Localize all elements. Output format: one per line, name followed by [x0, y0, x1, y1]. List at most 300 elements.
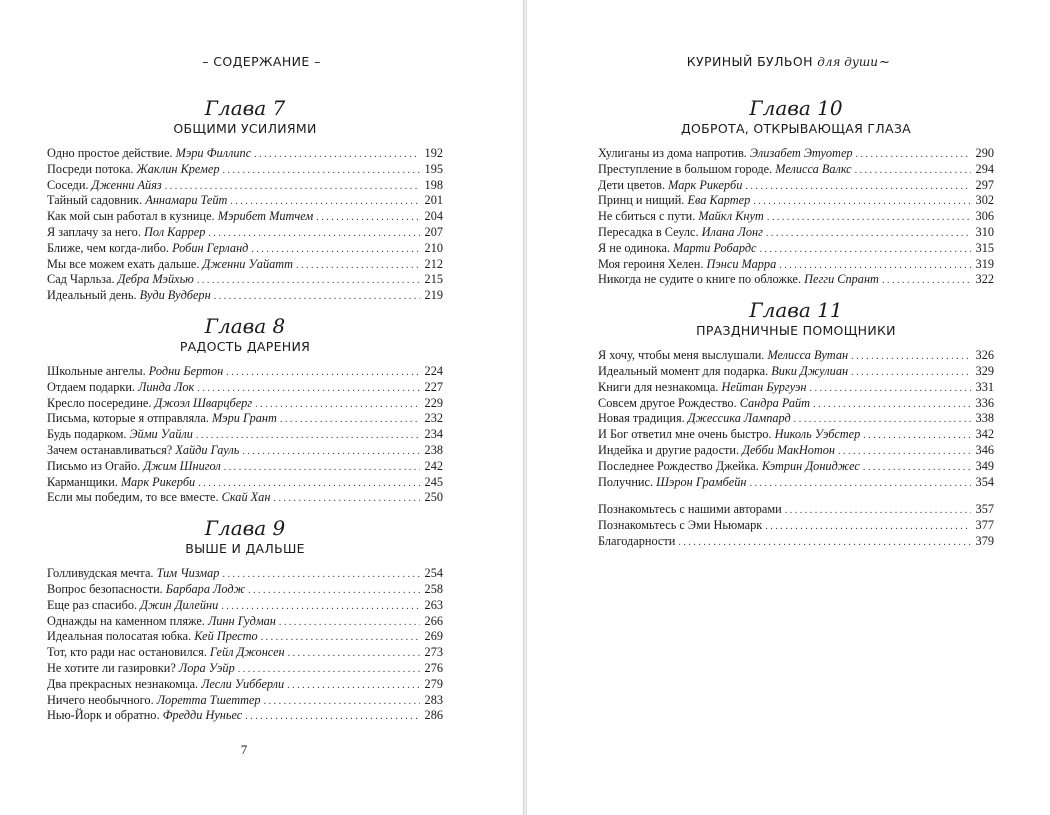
story-title: Ничего необычного. — [47, 692, 157, 707]
chapter-title: ПРАЗДНИЧНЫЕ ПОМОЩНИКИ — [696, 323, 896, 339]
page-ref: 346 — [975, 442, 994, 457]
page-ref: 258 — [424, 581, 443, 596]
story-author: Мелисса Вутан — [767, 348, 849, 363]
story-author: Пол Каррер — [143, 224, 206, 239]
page-ref: 219 — [424, 288, 443, 303]
entry-text — [598, 475, 747, 491]
page-ref: 302 — [975, 193, 994, 208]
page-ref: 232 — [424, 411, 443, 426]
toc-entry — [47, 225, 443, 241]
story-author: Майкл Кнут — [698, 209, 764, 224]
dot-leader — [221, 599, 420, 615]
dot-leader — [863, 428, 971, 444]
entry-text — [47, 459, 221, 475]
toc-entry — [47, 272, 443, 288]
story-title: Не хотите ли газировки? — [47, 660, 179, 675]
page-ref: 215 — [424, 272, 443, 287]
chapter-block — [47, 314, 443, 506]
story-title: Я хочу, чтобы меня выслушали. — [598, 348, 768, 363]
story-title: Получнис. — [598, 474, 657, 489]
entry-text — [47, 661, 235, 677]
page-ref: 283 — [424, 692, 443, 707]
dot-leader — [165, 179, 420, 195]
dot-leader — [264, 694, 420, 710]
entry-text — [598, 427, 860, 443]
story-author: Кэтрин Дониджес — [761, 458, 860, 473]
toc-entry — [598, 459, 994, 475]
toc-entry — [47, 582, 443, 598]
entry-text — [47, 225, 205, 241]
dot-leader — [226, 365, 420, 381]
dot-leader — [863, 460, 971, 476]
toc-entry — [47, 629, 443, 645]
entry-text — [47, 443, 239, 459]
dot-leader — [779, 258, 971, 274]
story-title: Школьные ангелы. — [47, 363, 149, 378]
toc-entry — [47, 288, 443, 304]
story-author: Робин Герланд — [172, 240, 249, 255]
chapter-number: Глава 8 — [204, 313, 286, 338]
story-title: Идеальная полосатая юбка. — [47, 629, 195, 644]
toc-entry — [598, 348, 994, 364]
entry-text — [47, 708, 242, 724]
toc-entry — [47, 241, 443, 257]
story-title: Идеальный день. — [47, 288, 140, 303]
story-title: Голливудская мечта. — [47, 566, 157, 581]
page-ref: 338 — [975, 411, 994, 426]
toc-entry — [598, 162, 994, 178]
dot-leader — [230, 194, 420, 210]
page-ref: 379 — [975, 533, 994, 548]
dot-leader — [223, 163, 420, 179]
story-author: Эйми Уайли — [129, 427, 193, 442]
story-title: Вопрос безопасности. — [47, 581, 166, 596]
entry-text — [598, 396, 810, 412]
right-page — [526, 0, 1050, 815]
page-number: 7 — [240, 742, 248, 757]
story-title: Еще раз спасибо. — [47, 597, 141, 612]
entry-text — [47, 490, 270, 506]
toc-entry — [47, 598, 443, 614]
story-title: Соседи. — [47, 177, 92, 192]
dot-leader — [196, 428, 420, 444]
story-author: Нейтан Бургуэн — [721, 379, 807, 394]
toc-entry — [47, 257, 443, 273]
toc-entry — [47, 614, 443, 630]
toc-entry — [598, 502, 994, 518]
page-ref: 234 — [424, 427, 443, 442]
dot-leader — [197, 381, 420, 397]
dot-leader — [750, 476, 971, 492]
story-title: Идеальный момент для подарка. — [598, 363, 772, 378]
entry-text — [47, 288, 211, 304]
story-author: Кей Престо — [194, 629, 258, 644]
dot-leader — [197, 273, 420, 289]
page-ref: 250 — [424, 490, 443, 505]
story-author: Родни Бертон — [148, 363, 224, 378]
story-author: Джим Шнигол — [143, 458, 221, 473]
story-author: Дебби МакНотон — [742, 442, 836, 457]
dot-leader — [273, 491, 420, 507]
story-author: Аннамари Тейт — [145, 193, 228, 208]
toc-entry — [47, 178, 443, 194]
page-ref: 238 — [424, 442, 443, 457]
page-ref: 224 — [424, 363, 443, 378]
story-title: Моя героиня Хелен. — [598, 256, 707, 271]
toc-entry — [598, 193, 994, 209]
story-author: Лесли Уибберли — [201, 676, 285, 691]
dot-leader — [767, 210, 971, 226]
chapter-number: Глава 11 — [749, 298, 843, 323]
toc-entry — [598, 518, 994, 534]
page-ref: 204 — [424, 209, 443, 224]
story-author: Линн Гудман — [207, 613, 276, 628]
page-ref: 326 — [975, 348, 994, 363]
chapter-title: ДОБРОТА, ОТКРЫВАЮЩАЯ ГЛАЗА — [680, 121, 912, 136]
entry-text — [598, 348, 848, 364]
entry-text — [47, 380, 194, 396]
entry-text — [47, 598, 218, 614]
page-ref: 229 — [424, 395, 443, 410]
toc-entry — [47, 661, 443, 677]
toc-entry — [598, 475, 994, 491]
story-author: Дженни Уайатт — [202, 256, 294, 271]
chapter-block — [47, 516, 443, 724]
story-author: Лоретта Тшеттер — [156, 692, 261, 707]
entry-text — [598, 178, 742, 194]
story-title: Преступление в большом городе. — [598, 161, 776, 176]
story-title: Совсем другое Рождество. — [598, 395, 740, 410]
story-author: Марти Робардс — [673, 240, 757, 255]
dot-leader — [242, 444, 420, 460]
story-title: Никогда не судите о книге по обложке. — [598, 272, 805, 287]
story-author: Вуди Вудберн — [139, 288, 211, 303]
chapter-number: Глава 9 — [204, 516, 286, 541]
dot-leader — [224, 460, 420, 476]
story-title: Если мы победим, то все вместе. — [47, 490, 222, 505]
toc-entry — [47, 380, 443, 396]
page-ref: 297 — [975, 177, 994, 192]
page-ref: 377 — [975, 518, 994, 533]
story-author: Мэри Грант — [211, 411, 277, 426]
entry-text — [47, 162, 220, 178]
story-author: Джоэл Шварцберг — [154, 395, 253, 410]
story-title: Нью-Йорк и обратно. — [47, 708, 163, 723]
story-title: Новая традиция. — [598, 411, 688, 426]
dot-leader — [280, 412, 420, 428]
dot-leader — [288, 646, 420, 662]
entry-text — [47, 364, 223, 380]
entry-text — [47, 272, 194, 288]
appendix-block — [598, 502, 994, 549]
toc-entry — [47, 364, 443, 380]
toc-entry — [598, 427, 994, 443]
entry-text — [598, 518, 762, 534]
story-title: Однажды на каменном пляже. — [47, 613, 208, 628]
story-title: Индейка и другие радости. — [598, 442, 743, 457]
story-author: Дебра Мэйхью — [117, 272, 194, 287]
story-title: Отдаем подарки. — [47, 379, 139, 394]
toc-entry — [598, 380, 994, 396]
toc-entry — [47, 708, 443, 724]
page-ref: 254 — [424, 566, 443, 581]
story-title: Как мой сын работал в кузнице. — [47, 209, 218, 224]
story-author: Вики Джулиан — [771, 363, 849, 378]
story-author: Дженни Айяз — [91, 177, 162, 192]
page-ref: 242 — [424, 458, 443, 473]
story-author: Фредди Нуньес — [162, 708, 243, 723]
dot-leader — [245, 709, 420, 725]
chapter-number: Глава 10 — [749, 96, 843, 120]
entry-text — [598, 146, 853, 162]
story-title: Ближе, чем когда-либо. — [47, 240, 173, 255]
page-ref: 245 — [424, 474, 443, 489]
dot-leader — [760, 242, 971, 258]
running-head-title: КУРИНЫЙ БУЛЬОН — [686, 54, 813, 69]
entry-text — [47, 257, 293, 273]
running-head-left: – СОДЕРЖАНИЕ – — [202, 54, 321, 69]
toc-entry — [598, 146, 994, 162]
dot-leader — [254, 147, 420, 163]
dot-leader — [838, 444, 971, 460]
entry-text — [598, 459, 860, 475]
entry-text — [598, 364, 848, 380]
chapter-block — [598, 298, 994, 490]
page-ref: 195 — [424, 161, 443, 176]
story-title: Мы все можем ехать дальше. — [47, 256, 203, 271]
chapter-title: РАДОСТЬ ДАРЕНИЯ — [179, 338, 311, 354]
dot-leader — [851, 349, 971, 365]
toc-entry — [47, 396, 443, 412]
story-author: Николь Уэбстер — [774, 427, 861, 442]
entry-text — [598, 380, 807, 396]
page-ref: 276 — [424, 660, 443, 675]
entry-text — [47, 645, 285, 661]
entry-text — [47, 693, 261, 709]
dot-leader — [745, 179, 971, 195]
story-title: Сад Чарльза. — [47, 272, 118, 287]
story-author: Жаклин Кремер — [136, 161, 220, 176]
entry-text — [598, 534, 675, 550]
page-ref: 212 — [424, 256, 443, 271]
dot-leader — [785, 503, 971, 519]
toc-entry — [47, 645, 443, 661]
running-head-script: для души — [817, 55, 878, 69]
story-title: Дети цветов. — [598, 177, 669, 192]
dot-leader — [882, 273, 971, 289]
page-ref: 349 — [975, 458, 994, 473]
story-author: Скай Хан — [221, 490, 271, 505]
toc-entry — [47, 475, 443, 491]
toc-entry — [598, 178, 994, 194]
toc-entry — [47, 209, 443, 225]
page-ref: 306 — [975, 209, 994, 224]
table-of-contents-right — [598, 96, 994, 550]
story-title: Принц и нищий. — [598, 193, 688, 208]
entry-text — [47, 677, 284, 693]
toc-entry — [598, 411, 994, 427]
toc-entry — [47, 566, 443, 582]
dot-leader — [813, 397, 971, 413]
story-title: Познакомьтесь с нашими авторами — [598, 502, 782, 517]
chapter-number: Глава 7 — [204, 96, 286, 120]
story-title: Тот, кто ради нас остановился. — [47, 645, 210, 660]
story-author: Гейл Джонсен — [209, 645, 285, 660]
story-title: Последнее Рождество Джейка. — [598, 458, 762, 473]
entry-text — [47, 427, 193, 443]
page-ref: 286 — [424, 708, 443, 723]
page-ref: 357 — [975, 502, 994, 517]
story-author: Шэрон Грамбейн — [656, 474, 747, 489]
story-author: Элизабет Этуотер — [749, 146, 853, 160]
entry-text — [598, 162, 852, 178]
toc-entry — [598, 443, 994, 459]
page-ref: 294 — [975, 161, 994, 176]
chapter-block — [598, 96, 994, 288]
page-ref: 290 — [975, 146, 994, 160]
entry-text — [47, 209, 313, 225]
page-ref: 192 — [424, 146, 443, 160]
entry-text — [47, 614, 276, 630]
dot-leader — [766, 226, 971, 242]
dot-leader — [856, 147, 971, 163]
story-title: Письмо из Огайо. — [47, 458, 144, 473]
dot-leader — [316, 210, 420, 226]
story-title: Я не одинока. — [598, 240, 674, 255]
flourish-ornament: ~ — [878, 55, 891, 70]
dot-leader — [765, 519, 971, 535]
toc-entry — [598, 225, 994, 241]
dot-leader — [208, 226, 420, 242]
page-ref: 269 — [424, 629, 443, 644]
entry-text — [47, 241, 248, 257]
story-author: Илана Лонг — [701, 224, 763, 239]
story-author: Лора Уэйр — [178, 660, 235, 675]
toc-entry — [47, 443, 443, 459]
dot-leader — [296, 258, 420, 274]
story-title: Пересадка в Сеулс. — [598, 224, 702, 239]
story-author: Марк Рикерби — [120, 474, 196, 489]
toc-entry — [598, 272, 994, 288]
story-author: Сандра Райт — [739, 395, 811, 410]
toc-entry — [598, 241, 994, 257]
chapter-title: ОБЩИМИ УСИЛИЯМИ — [173, 121, 317, 136]
dot-leader — [238, 662, 420, 678]
entry-text — [598, 257, 776, 273]
dot-leader — [851, 365, 971, 381]
story-author: Пегги Спрант — [804, 272, 879, 287]
entry-text — [47, 396, 252, 412]
entry-text — [598, 502, 782, 518]
dot-leader — [287, 678, 420, 694]
running-head-right — [527, 54, 1050, 70]
dot-leader — [251, 242, 420, 258]
story-author: Мэри Филлипс — [175, 146, 252, 160]
story-title: Два прекрасных незнакомца. — [47, 676, 202, 691]
entry-text — [47, 582, 245, 598]
toc-entry — [598, 534, 994, 550]
page-ref: 263 — [424, 597, 443, 612]
dot-leader — [279, 615, 420, 631]
dot-leader — [855, 163, 971, 179]
chapter-title: ВЫШЕ И ДАЛЬШЕ — [185, 541, 305, 557]
story-author: Хайди Гауль — [175, 442, 240, 457]
story-author: Ева Картер — [687, 193, 751, 208]
page-ref: 331 — [975, 379, 994, 394]
entry-text — [598, 209, 764, 225]
page-ref: 273 — [424, 645, 443, 660]
entry-text — [598, 272, 879, 288]
toc-entry — [598, 396, 994, 412]
entry-text — [598, 443, 835, 459]
page-ref: 227 — [424, 379, 443, 394]
toc-entry — [47, 411, 443, 427]
story-title: Не сбиться с пути. — [598, 209, 699, 224]
table-of-contents-left — [47, 96, 443, 734]
toc-entry — [47, 490, 443, 506]
left-page — [0, 0, 524, 815]
toc-entry — [47, 693, 443, 709]
dot-leader — [810, 381, 971, 397]
entry-text — [598, 193, 750, 209]
page-ref: 329 — [975, 363, 994, 378]
story-title: Благодарности — [598, 533, 676, 548]
page-ref: 342 — [975, 427, 994, 442]
page-ref: 354 — [975, 474, 994, 489]
story-title: Кресло посередине. — [47, 395, 155, 410]
entry-text — [47, 475, 195, 491]
entry-text — [47, 178, 162, 194]
story-title: Хулиганы из дома напротив. — [598, 146, 750, 160]
page-ref: 201 — [424, 193, 443, 208]
story-title: Одно простое действие. — [47, 146, 176, 160]
toc-entry — [47, 146, 443, 162]
entry-text — [598, 411, 791, 427]
dot-leader — [214, 289, 420, 305]
dot-leader — [255, 397, 420, 413]
dot-leader — [198, 476, 420, 492]
toc-entry — [47, 459, 443, 475]
story-title: Книги для незнакомца. — [598, 379, 722, 394]
story-author: Тим Чизмар — [156, 566, 220, 581]
page-ref: 315 — [975, 240, 994, 255]
dot-leader — [753, 194, 971, 210]
page-ref: 198 — [424, 177, 443, 192]
page-ref: 319 — [975, 256, 994, 271]
chapter-block — [47, 96, 443, 304]
story-author: Пэнси Марра — [706, 256, 777, 271]
story-author: Мэрибет Митчем — [217, 209, 314, 224]
page-ref: 279 — [424, 676, 443, 691]
story-author: Джессика Лампард — [687, 411, 791, 426]
toc-entry — [47, 677, 443, 693]
story-author: Мелисса Валкс — [775, 161, 852, 176]
toc-entry — [47, 162, 443, 178]
dot-leader — [261, 630, 420, 646]
page-ref: 310 — [975, 224, 994, 239]
story-title: И Бог ответил мне очень быстро. — [598, 427, 775, 442]
story-title: Тайный садовник. — [47, 193, 146, 208]
story-title: Карманщики. — [47, 474, 121, 489]
toc-entry — [47, 193, 443, 209]
entry-text — [598, 241, 757, 257]
story-title: Я заплачу за него. — [47, 224, 144, 239]
story-title: Будь подарком. — [47, 427, 130, 442]
toc-entry — [598, 364, 994, 380]
story-author: Джин Дилейни — [140, 597, 219, 612]
entry-text — [47, 193, 227, 209]
story-title: Познакомьтесь с Эми Ньюмарк — [598, 518, 763, 533]
